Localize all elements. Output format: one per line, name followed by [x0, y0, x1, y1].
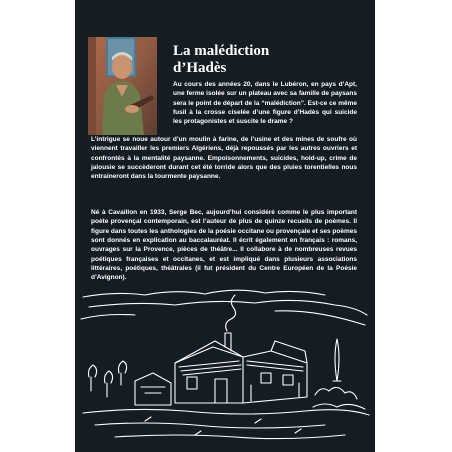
book-back-cover [75, 0, 375, 452]
farmhouse-sketch [75, 285, 375, 452]
book-title [173, 43, 363, 77]
title-line-2: d’Hadès [173, 60, 227, 76]
author-photo [88, 37, 157, 135]
title-line-1: La malédiction [173, 43, 270, 59]
synopsis-intro: Au cours des années 20, dans le Lubéron, en pays d’Apt, une ferme isolée sur un plateau avec sa famille de paysans sera le point de départ de la “malédiction”. Est-ce ce même fusil à la crosse ciselée d’une figure d’Hadès qui suicide les protagonistes et suscite le drame ? [173, 81, 357, 126]
author-bio: Né à Cavaillon en 1933, Serge Bec, aujourd’hui considéré comme le plus important poète provençal contemporain, est l’auteur de plus de quinze recueils de poèmes. Il figure dans toutes les anthologies de la poésie occitane ou provençale et ses poèmes sont donnés en explication au baccalauréat. Il écrit également en français : romans, ouvrages sur la Provence, pièces de théâtre... Il collabore à de nombreuses revues poétiques françaises et occitanes, et est impliqué dans plusieurs associations littéraires, poétiques, théâtrales (il fut président du Centre Européen de la Poésie d’Avignon). [91, 209, 357, 282]
synopsis-body: L’intrigue se noue autour d’un moulin à farine, de l’usine et des mines de soufre où viennent travailler les premiers Algériens, déjà repoussés par les autres ouvriers et confrontés à la mentalité paysanne. Empoisonnements, suicides, hold-up, crime de jalousie se succèderont durant cet été torride alors que des pluies torentielles nous entraineront dans la tourmente paysanne. [91, 136, 357, 181]
